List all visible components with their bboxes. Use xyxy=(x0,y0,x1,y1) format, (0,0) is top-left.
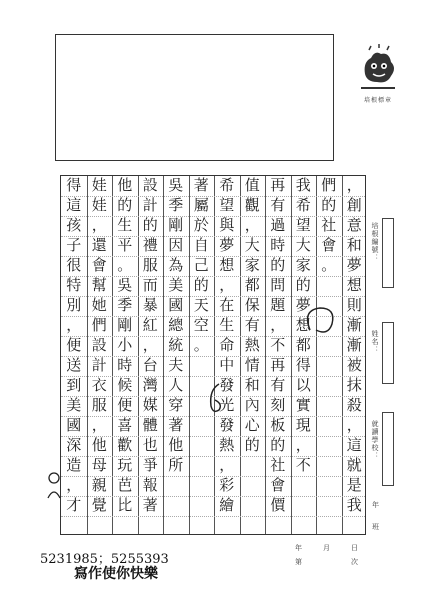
essay-char: 中 xyxy=(219,356,235,374)
essay-char: 以 xyxy=(295,376,311,394)
essay-char: 孩 xyxy=(66,216,82,234)
essay-char: 命 xyxy=(219,336,235,354)
essay-char: 心 xyxy=(244,416,260,434)
essay-char: 有 xyxy=(270,376,286,394)
essay-char: 衣 xyxy=(91,376,107,394)
essay-char: 再 xyxy=(270,356,286,374)
essay-char: 著 xyxy=(193,176,209,194)
essay-char: ， xyxy=(91,216,107,234)
essay-char: 這 xyxy=(66,196,82,214)
name-box xyxy=(382,322,394,384)
essay-char: 玩 xyxy=(117,456,133,474)
essay-char: 便 xyxy=(117,396,133,414)
essay-char: 的 xyxy=(193,276,209,294)
essay-char: 繪 xyxy=(219,496,235,514)
essay-char: 希 xyxy=(219,176,235,194)
school-box xyxy=(382,412,394,486)
essay-char: 著 xyxy=(142,496,158,514)
essay-char: 夫 xyxy=(168,356,184,374)
essay-char: 報 xyxy=(142,476,158,494)
essay-char: 的 xyxy=(142,216,158,234)
essay-char: 計 xyxy=(91,356,107,374)
essay-char: 意 xyxy=(346,216,362,234)
essay-char: 芭 xyxy=(117,476,133,494)
essay-char: 歡 xyxy=(117,436,133,454)
essay-char: 是 xyxy=(346,476,362,494)
writing-grid xyxy=(60,175,366,535)
essay-char: 創 xyxy=(346,196,362,214)
essay-char: ， xyxy=(219,276,235,294)
essay-char: 他 xyxy=(117,176,133,194)
essay-char: 這 xyxy=(346,436,362,454)
essay-char: 幫 xyxy=(91,276,107,294)
essay-char: 到 xyxy=(66,376,82,394)
essay-char: 的 xyxy=(244,436,260,454)
essay-char: 在 xyxy=(219,296,235,314)
essay-char: ， xyxy=(66,316,82,334)
essay-char: 吳 xyxy=(117,276,133,294)
essay-char: 會 xyxy=(270,476,286,494)
logo-label: 培根標章 xyxy=(363,97,392,104)
grid-column-line xyxy=(87,176,88,534)
class-label: 班 xyxy=(372,523,379,531)
essay-char: 社 xyxy=(321,216,337,234)
essay-char: 大 xyxy=(295,236,311,254)
essay-char: 設 xyxy=(91,336,107,354)
essay-char: 得 xyxy=(295,356,311,374)
grid-column-line xyxy=(189,176,190,534)
essay-char: 人 xyxy=(168,376,184,394)
essay-char: 都 xyxy=(295,336,311,354)
essay-char: 抹 xyxy=(346,376,362,394)
essay-char: 被 xyxy=(346,356,362,374)
essay-char: 與 xyxy=(219,216,235,234)
essay-char: 希 xyxy=(295,196,311,214)
essay-char: 我 xyxy=(295,176,311,194)
essay-char: 。 xyxy=(117,256,133,274)
essay-char: 板 xyxy=(270,416,286,434)
essay-char: 會 xyxy=(321,236,337,254)
essay-char: 再 xyxy=(270,176,286,194)
essay-char: 熱 xyxy=(244,336,260,354)
footer-slogan: 寫作使你快樂 xyxy=(74,566,158,582)
essay-char: 親 xyxy=(91,476,107,494)
name-label: 姓名： xyxy=(371,330,379,354)
essay-char: 服 xyxy=(91,396,107,414)
year-label: 年 xyxy=(295,544,302,552)
essay-char: 情 xyxy=(244,356,260,374)
essay-char: 題 xyxy=(270,296,286,314)
essay-char: 吳 xyxy=(168,176,184,194)
essay-char: ， xyxy=(91,416,107,434)
essay-char: 保 xyxy=(244,296,260,314)
grid-column-line xyxy=(112,176,113,534)
essay-char: ， xyxy=(244,216,260,234)
essay-char: 光 xyxy=(219,396,235,414)
essay-char: 便 xyxy=(66,336,82,354)
essay-char: 紅 xyxy=(142,316,158,334)
essay-char: 她 xyxy=(91,296,107,314)
essay-char: 內 xyxy=(244,396,260,414)
grid-column-line xyxy=(265,176,266,534)
essay-char: 家 xyxy=(295,256,311,274)
grid-column-line xyxy=(342,176,343,534)
essay-char: 大 xyxy=(244,236,260,254)
doodle-circle-icon xyxy=(300,300,340,340)
essay-char: 生 xyxy=(117,216,133,234)
essay-char: 屬 xyxy=(193,196,209,214)
footer-phone-numbers: 5231985；5255393 xyxy=(40,552,169,567)
essay-char: 暴 xyxy=(142,296,158,314)
essay-char: 於 xyxy=(193,216,209,234)
essay-char: 望 xyxy=(295,216,311,234)
essay-char: 家 xyxy=(244,256,260,274)
essay-char: 母 xyxy=(91,456,107,474)
essay-char: 還 xyxy=(91,236,107,254)
essay-char: 很 xyxy=(66,256,82,274)
essay-char: 計 xyxy=(142,196,158,214)
essay-char: 造 xyxy=(66,456,82,474)
essay-char: 夢 xyxy=(219,236,235,254)
essay-char: 空 xyxy=(193,316,209,334)
essay-char: 有 xyxy=(244,316,260,334)
essay-char: 台 xyxy=(142,356,158,374)
doodle-six-icon xyxy=(205,380,225,416)
grid-column-line xyxy=(291,176,292,534)
essay-char: 國 xyxy=(168,296,184,314)
essay-char: 不 xyxy=(295,456,311,474)
essay-char: 得 xyxy=(66,176,82,194)
essay-char: 和 xyxy=(244,376,260,394)
essay-char: 服 xyxy=(142,256,158,274)
essay-char: 則 xyxy=(346,296,362,314)
essay-char: 想 xyxy=(346,276,362,294)
essay-char: 過 xyxy=(270,216,286,234)
essay-char: 剛 xyxy=(168,216,184,234)
essay-char: 夢 xyxy=(295,296,311,314)
essay-char: ， xyxy=(295,436,311,454)
essay-char: 灣 xyxy=(142,376,158,394)
essay-char: 爭 xyxy=(142,456,158,474)
essay-char: 刻 xyxy=(270,396,286,414)
code-box xyxy=(382,218,394,288)
mascot-icon xyxy=(357,44,399,92)
essay-char: 時 xyxy=(117,356,133,374)
essay-char: 熱 xyxy=(219,436,235,454)
essay-char: 美 xyxy=(168,276,184,294)
essay-char: 子 xyxy=(66,236,82,254)
essay-char: 別 xyxy=(66,296,82,314)
essay-char: 媒 xyxy=(142,396,158,414)
essay-char: 不 xyxy=(270,336,286,354)
essay-char: 體 xyxy=(142,416,158,434)
essay-char: 季 xyxy=(117,296,133,314)
essay-char: 設 xyxy=(142,176,158,194)
essay-char: 彩 xyxy=(219,476,235,494)
grid-column-line xyxy=(240,176,241,534)
essay-char: 統 xyxy=(168,336,184,354)
essay-char: 自 xyxy=(193,236,209,254)
essay-char: ， xyxy=(142,336,158,354)
code-label: 培根編號： xyxy=(371,222,379,262)
essay-char: 的 xyxy=(270,436,286,454)
essay-char: 穿 xyxy=(168,396,184,414)
teacher-comment-box xyxy=(55,34,334,161)
essay-char: ， xyxy=(66,476,82,494)
essay-char: 比 xyxy=(117,496,133,514)
essay-char: 夢 xyxy=(346,256,362,274)
grid-column-line xyxy=(138,176,139,534)
essay-char: 觀 xyxy=(244,196,260,214)
period-label: 第 xyxy=(295,558,302,566)
essay-char: 的 xyxy=(270,256,286,274)
essay-char: 有 xyxy=(270,196,286,214)
grid-row-line xyxy=(61,516,365,517)
essay-char: 因 xyxy=(168,236,184,254)
essay-char: 的 xyxy=(321,196,337,214)
essay-char: 的 xyxy=(117,196,133,214)
essay-char: ， xyxy=(270,316,286,334)
grid-column-line xyxy=(214,176,215,534)
grid-column-line xyxy=(163,176,164,534)
essay-char: 就 xyxy=(346,456,362,474)
essay-char: 。 xyxy=(193,336,209,354)
essay-char: 實 xyxy=(295,396,311,414)
essay-char: 覺 xyxy=(91,496,107,514)
essay-char: 總 xyxy=(168,316,184,334)
essay-char: 禮 xyxy=(142,236,158,254)
essay-char: 美 xyxy=(66,396,82,414)
essay-char: 想 xyxy=(295,316,311,334)
essay-char: 時 xyxy=(270,236,286,254)
essay-char: 平 xyxy=(117,236,133,254)
essay-char: 發 xyxy=(219,416,235,434)
essay-char: 他 xyxy=(91,436,107,454)
essay-char: 們 xyxy=(91,316,107,334)
essay-char: 而 xyxy=(142,276,158,294)
essay-char: 望 xyxy=(219,196,235,214)
essay-char: 特 xyxy=(66,276,82,294)
essay-char: 問 xyxy=(270,276,286,294)
essay-char: 。 xyxy=(321,256,337,274)
essay-char: 會 xyxy=(91,256,107,274)
essay-char: 想 xyxy=(219,256,235,274)
essay-char: 深 xyxy=(66,436,82,454)
essay-char: 為 xyxy=(168,256,184,274)
doodle-figure-icon xyxy=(42,470,66,500)
school-label: 就讀學校： xyxy=(371,420,379,460)
essay-char: 都 xyxy=(244,276,260,294)
essay-char: 娃 xyxy=(91,176,107,194)
essay-char: 們 xyxy=(321,176,337,194)
essay-char: 和 xyxy=(346,236,362,254)
essay-char: 也 xyxy=(142,436,158,454)
grid-column-line xyxy=(316,176,317,534)
essay-char: 漸 xyxy=(346,336,362,354)
essay-char: 小 xyxy=(117,336,133,354)
essay-char: 季 xyxy=(168,196,184,214)
essay-char: ， xyxy=(346,176,362,194)
essay-char: 他 xyxy=(168,436,184,454)
day-label: 日 xyxy=(351,544,358,552)
essay-char: 值 xyxy=(244,176,260,194)
times-label: 次 xyxy=(351,558,358,566)
essay-char: 國 xyxy=(66,416,82,434)
essay-char: 我 xyxy=(346,496,362,514)
essay-char: 候 xyxy=(117,376,133,394)
essay-char: 殺 xyxy=(346,396,362,414)
essay-char: 社 xyxy=(270,456,286,474)
essay-char: 價 xyxy=(270,496,286,514)
essay-char: 己 xyxy=(193,256,209,274)
essay-char: ， xyxy=(346,416,362,434)
essay-char: ， xyxy=(219,456,235,474)
essay-char: 著 xyxy=(168,416,184,434)
month-label: 月 xyxy=(323,544,330,552)
essay-char: 送 xyxy=(66,356,82,374)
essay-char: 的 xyxy=(295,276,311,294)
essay-char: 漸 xyxy=(346,316,362,334)
essay-char: 現 xyxy=(295,416,311,434)
essay-char: 娃 xyxy=(91,196,107,214)
essay-char: 天 xyxy=(193,296,209,314)
essay-char: 生 xyxy=(219,316,235,334)
essay-char: 才 xyxy=(66,496,82,514)
essay-char: 剛 xyxy=(117,316,133,334)
essay-char: 發 xyxy=(219,376,235,394)
grade-label: 年 xyxy=(372,501,379,509)
essay-char: 喜 xyxy=(117,416,133,434)
essay-char: 所 xyxy=(168,456,184,474)
